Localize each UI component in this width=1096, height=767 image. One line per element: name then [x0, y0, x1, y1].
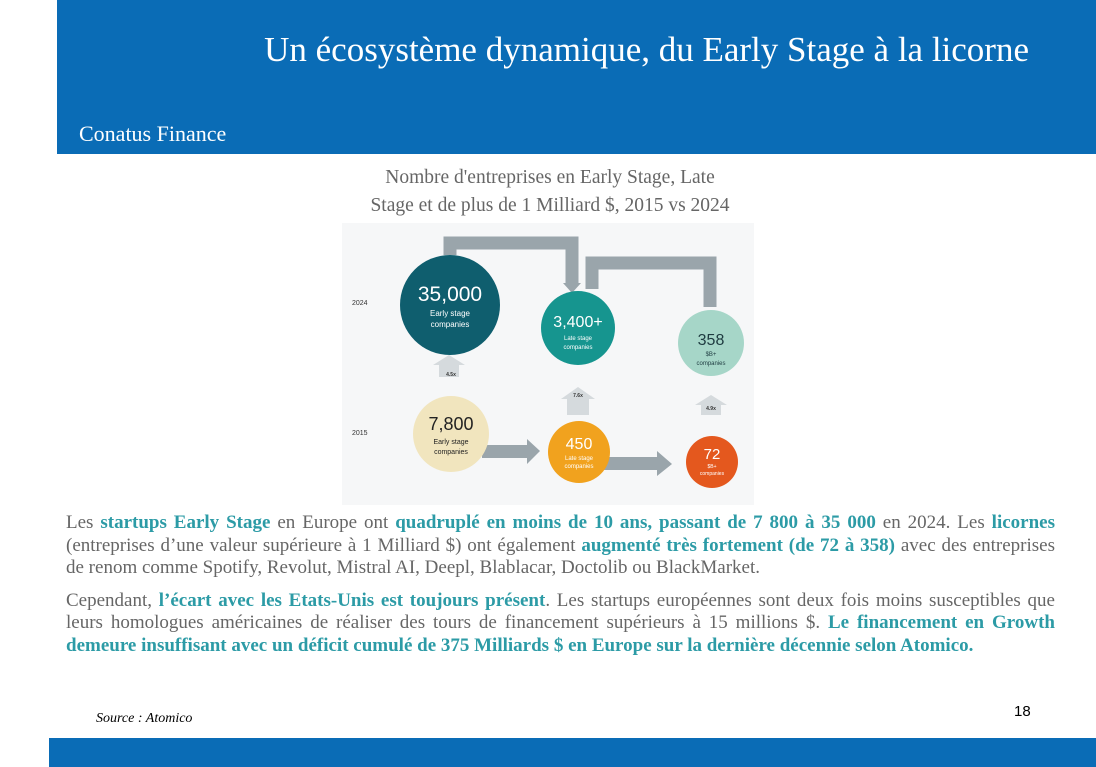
paragraph-startups: [66, 512, 1055, 580]
node-billion-2015: [686, 436, 738, 488]
growth-label-late: 7.6x: [573, 393, 583, 399]
node-label-2: companies: [563, 345, 593, 351]
connector-early-to-late-2015: [482, 445, 527, 458]
node-label-2: companies: [434, 449, 468, 456]
brand-name: Conatus Finance: [79, 121, 227, 146]
highlighted-text: startups Early Stage: [100, 512, 271, 533]
paragraph-us-gap: [66, 590, 1055, 658]
node-label-1: Early stage: [429, 309, 471, 318]
page-number: 18: [1014, 703, 1031, 720]
body-text: [66, 512, 1055, 667]
year-label-2024: 2024: [352, 300, 368, 307]
body-text-run: . Les startups européennes sont deux fois moins susceptibles que leurs homologues américaines de réaliser des tours de financement supérieurs à 15 millions $.: [66, 589, 1055, 633]
node-label-2: companies: [696, 361, 726, 367]
node-label-2: companies: [564, 464, 594, 470]
connector-late-to-billion-2015: [604, 457, 657, 470]
caption-line-2: Stage et de plus de 1 Milliard $, 2015 vs 2024: [370, 195, 730, 216]
node-billion-2024: [678, 310, 744, 376]
node-label-1: Late stage: [563, 336, 593, 342]
node-value: 35,000: [417, 283, 483, 306]
node-value: 450: [565, 436, 593, 453]
figure-caption: [300, 164, 800, 220]
node-label-1: $B+: [705, 352, 717, 358]
node-label-1: $B+: [707, 464, 717, 470]
node-early-2015: [413, 396, 489, 472]
node-value: 7,800: [428, 414, 474, 434]
highlighted-text: Le financement en Growth demeure insuffisant avec un déficit cumulé de 375 Milliards $ en Europe sur la dernière décennie selon Atomico.: [66, 612, 1055, 656]
node-late-2015: [548, 421, 610, 483]
node-circle: [413, 396, 489, 472]
highlighted-text: l’écart avec les Etats-Unis est toujours présent: [158, 589, 546, 611]
highlighted-text: augmenté très fortement (de 72 à 358): [581, 534, 896, 556]
header-banner: [57, 0, 1096, 154]
node-label-2: companies: [430, 320, 470, 329]
node-label-1: Late stage: [564, 456, 594, 462]
year-label-2015: 2015: [352, 430, 368, 437]
node-value: 358: [697, 332, 725, 349]
footer-bar: [49, 738, 1096, 767]
node-value: 72: [703, 446, 721, 463]
node-value: 3,400+: [553, 314, 603, 331]
body-text-run: en 2024. Les: [875, 512, 992, 533]
body-text-run: avec des entreprises de renom comme Spotify, Revolut, Mistral AI, Deepl, Blablacar, Doctolib ou BlackMarket.: [66, 534, 1055, 578]
ecosystem-diagram: [342, 223, 754, 505]
growth-label-billion: 4.9x: [706, 406, 716, 412]
caption-line-1: Nombre d'entreprises en Early Stage, Late: [385, 167, 715, 188]
highlighted-text: licornes: [991, 512, 1055, 533]
node-late-2024: [541, 291, 615, 365]
body-text-run: en Europe ont: [270, 512, 396, 533]
growth-label-early: 4.5x: [446, 372, 456, 378]
body-text-run: Les: [66, 512, 101, 533]
body-text-run: (entreprises d’une valeur supérieure à 1 Milliard $) ont également: [66, 534, 582, 556]
node-label-2: companies: [699, 471, 725, 477]
source-note: Source : Atomico: [96, 711, 193, 726]
slide-title: Un écosystème dynamique, du Early Stage à la licorne: [264, 30, 1029, 69]
body-text-run: Cependant,: [66, 589, 159, 611]
highlighted-text: quadruplé en moins de 10 ans, passant de 7 800 à 35 000: [395, 512, 876, 533]
node-early-2024: [400, 255, 500, 355]
node-label-1: Early stage: [433, 439, 469, 446]
